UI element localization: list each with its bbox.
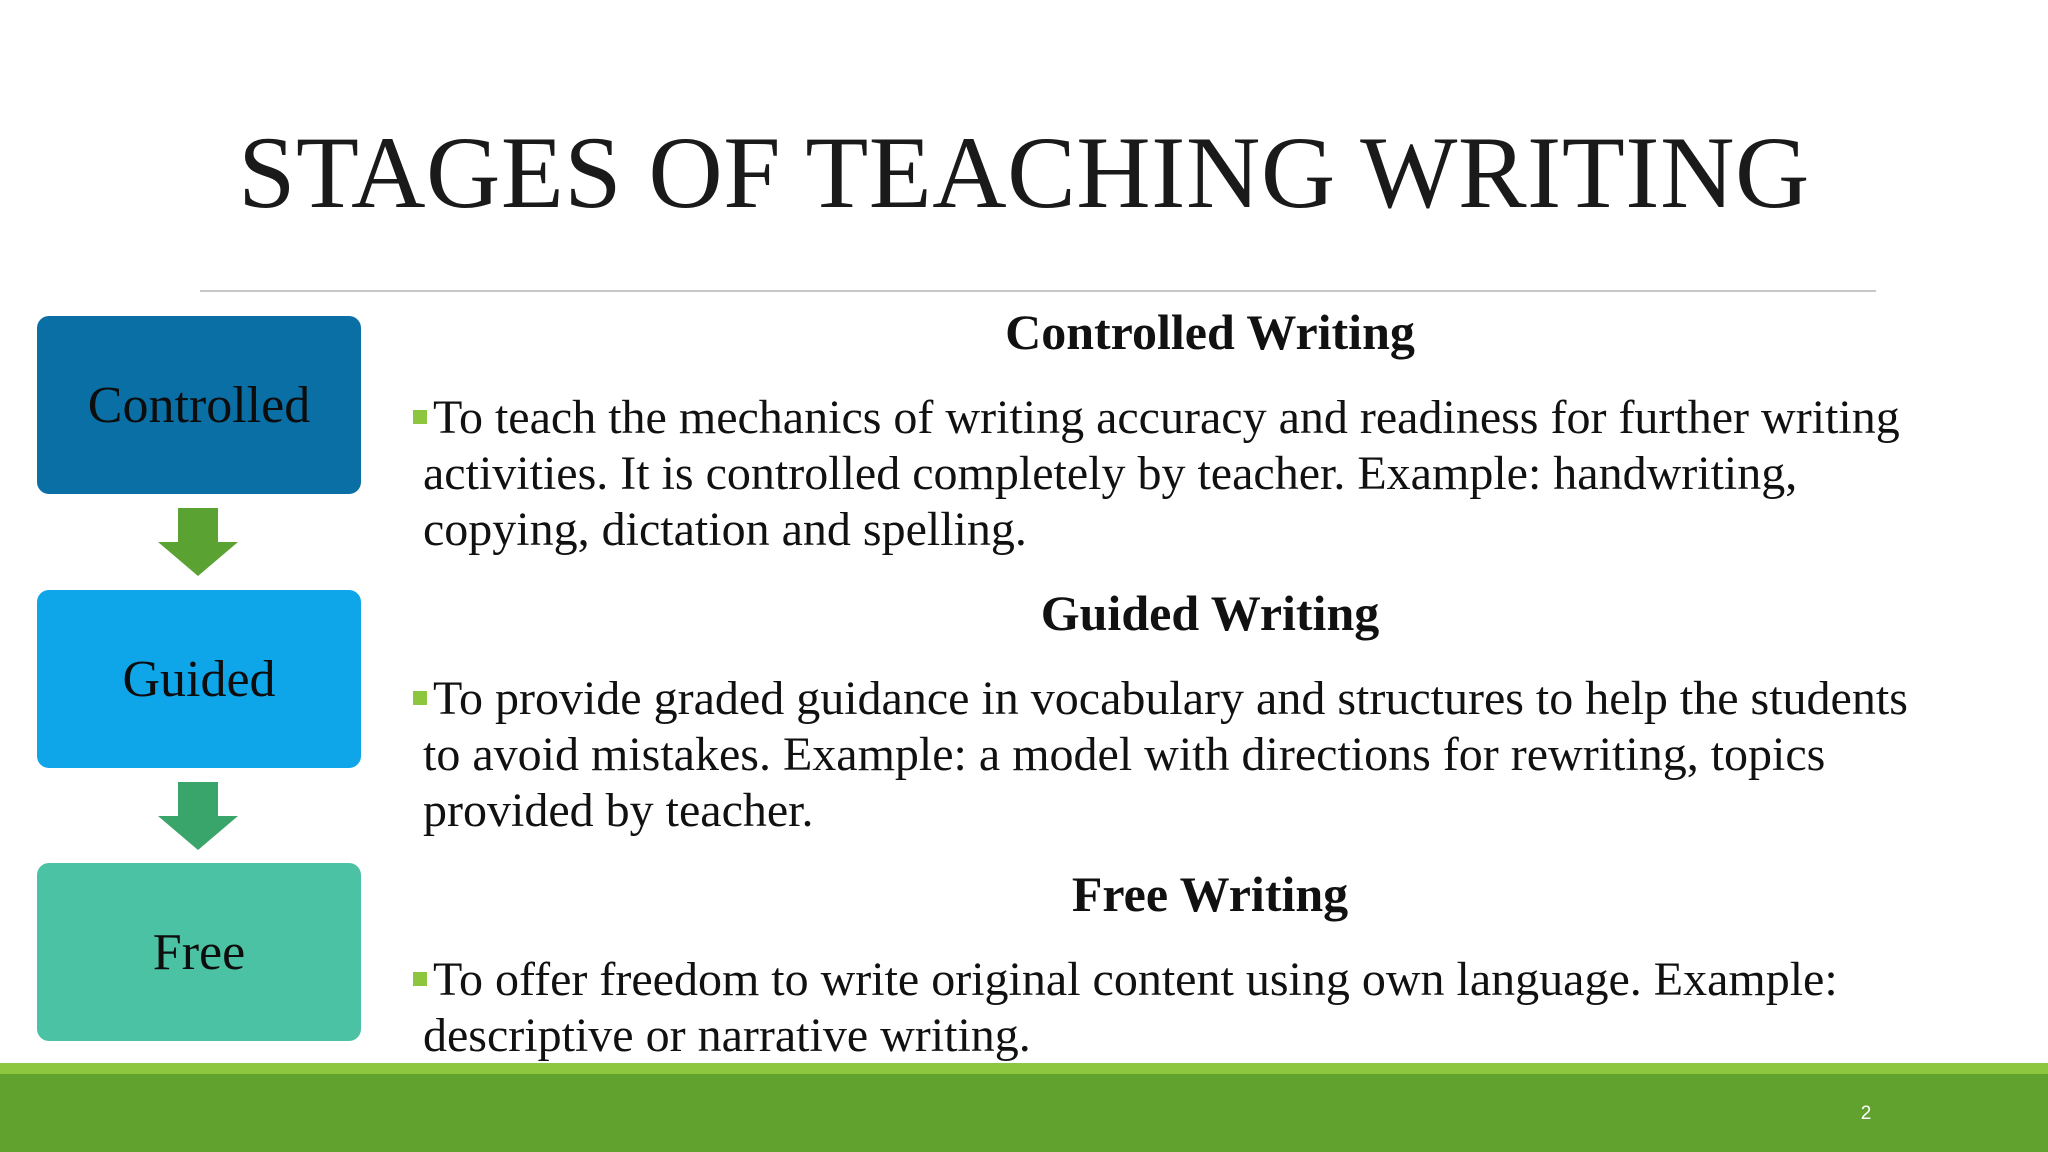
slide-title: STAGES OF TEACHING WRITING [238, 116, 1810, 230]
text-line: provided by teacher. [423, 784, 814, 837]
section-text-controlled [423, 390, 2038, 558]
stage-label-guided: Guided [122, 650, 276, 708]
text-line: To provide graded guidance in vocabulary and structures to help the students [433, 672, 1908, 725]
text-line: activities. It is controlled completely by teacher. Example: handwriting, [423, 447, 1798, 500]
stage-label-controlled: Controlled [87, 376, 311, 434]
text-line: descriptive or narrative writing. [423, 1009, 1031, 1062]
text-line: To offer freedom to write original content using own language. Example: [433, 953, 1838, 1006]
stage-box-guided [37, 590, 361, 768]
stage-label-free: Free [152, 923, 246, 981]
title-divider [200, 290, 1876, 292]
footer-stripe [0, 1063, 2048, 1074]
text-line: to avoid mistakes. Example: a model with directions for rewriting, topics [423, 728, 1826, 781]
text-line: To teach the mechanics of writing accuracy and readiness for further writing [433, 391, 1900, 444]
stage-box-controlled [37, 316, 361, 494]
text-line: copying, dictation and spelling. [423, 503, 1027, 556]
down-arrow-icon [158, 782, 238, 850]
section-heading-controlled: Controlled Writing [1005, 304, 1415, 360]
down-arrow-icon [158, 508, 238, 576]
section-heading-guided: Guided Writing [1040, 585, 1380, 641]
stage-box-free [37, 863, 361, 1041]
section-text-guided [423, 671, 2038, 839]
section-text-free [423, 952, 2038, 1064]
section-heading-free: Free Writing [1071, 866, 1349, 922]
page-number: 2 [1860, 1103, 1872, 1124]
footer-bar [0, 1074, 2048, 1152]
